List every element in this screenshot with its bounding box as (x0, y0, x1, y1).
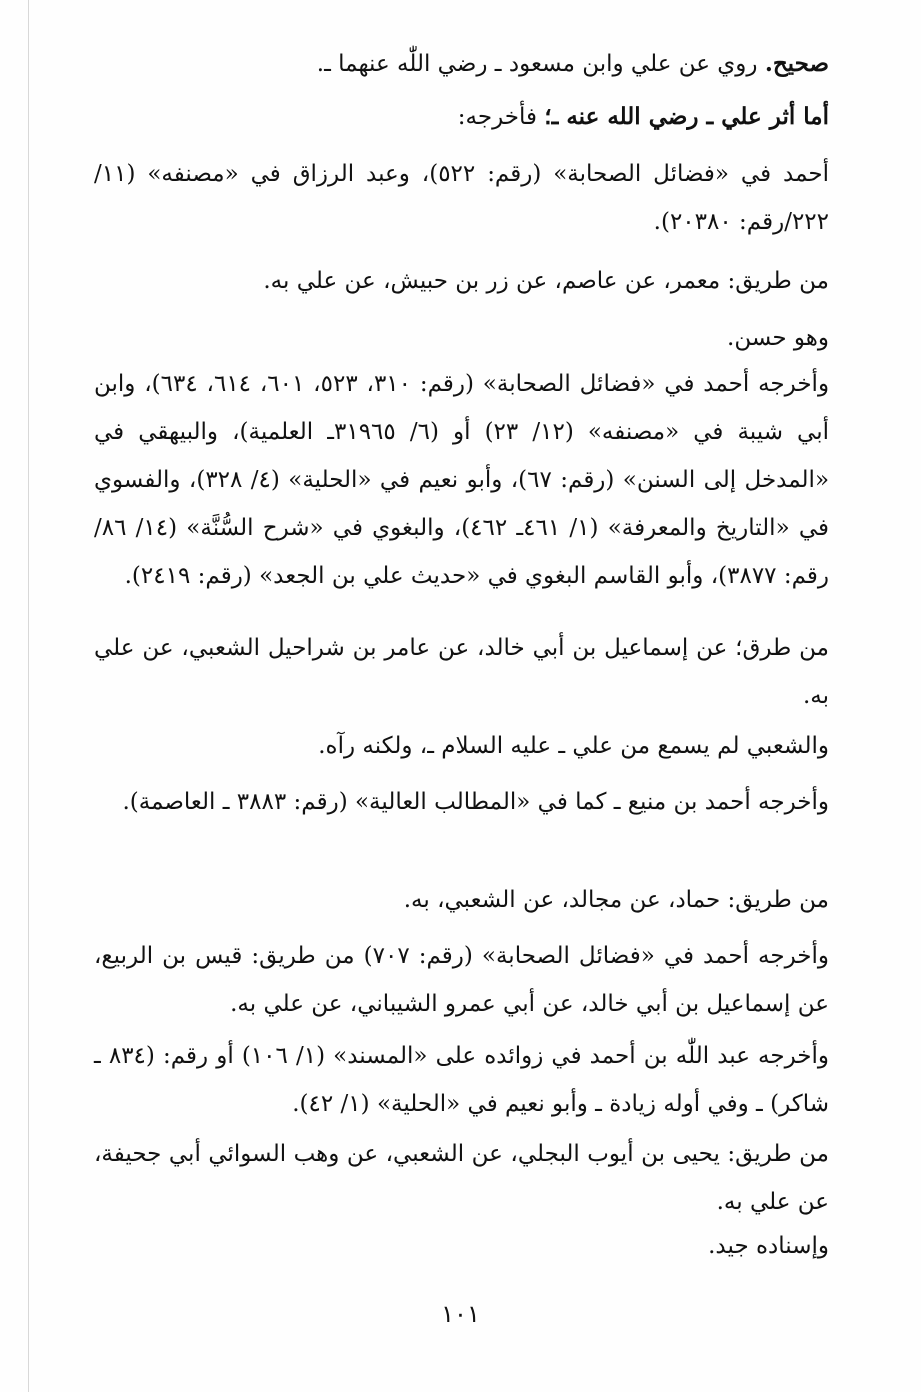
paragraph-2 (94, 93, 829, 141)
paragraph-11 (94, 932, 829, 1028)
page-edge-line (28, 0, 29, 1392)
paragraph-2-text: فأخرجه: (457, 104, 545, 130)
paragraph-4-text: من طريق: معمر، عن عاصم، عن زر بن حبيش، عن علي به. (263, 268, 829, 294)
paragraph-7-text: من طرق؛ عن إسماعيل بن أبي خالد، عن عامر بن شراحيل الشعبي، عن علي به. (94, 635, 829, 709)
paragraph-13 (94, 1130, 829, 1226)
paragraph-6 (94, 360, 829, 600)
paragraph-9-text: وأخرجه أحمد بن منيع ـ كما في «المطالب العالية» (رقم: ٣٨٨٣ ـ العاصمة). (122, 789, 829, 815)
paragraph-1-lead: صحيح. (764, 50, 829, 77)
paragraph-1 (94, 40, 829, 88)
paragraph-1-text: روي عن علي وابن مسعود ـ رضي اللّٰه عنهما ـ. (316, 51, 765, 77)
paragraph-5-text: وهو حسن. (727, 325, 829, 351)
paragraph-9 (94, 778, 829, 826)
paragraph-12 (94, 1032, 829, 1128)
paragraph-7 (94, 624, 829, 720)
paragraph-6-text: وأخرجه أحمد في «فضائل الصحابة» (رقم: ٣١٠، ٥٢٣، ٦٠١، ٦١٤، ٦٣٤)، وابن أبي شيبة في «مصنفه» (١٢/ ٢٣) أو (٦/ ٣١٩٦٥ـ العلمية)، والبيهقي في «المدخل إلى السنن» (رقم: ٦٧)، وأبو نعيم في «الحلية» (٤/ ٣٢٨)، والفسوي في «التاريخ والمعرفة» (١/ ٤٦١ـ ٤٦٢)، والبغوي في «شرح السُّنَّة» (١٤/ ٨٦/رقم: ٣٨٧٧)، وأبو القاسم البغوي في «حديث علي بن الجعد» (رقم: ٢٤١٩). (94, 371, 830, 589)
paragraph-8 (94, 722, 829, 770)
paragraph-3 (94, 150, 829, 246)
paragraph-10-text: من طريق: حماد، عن مجالد، عن الشعبي، به. (403, 887, 829, 913)
paragraph-3-text: أحمد في «فضائل الصحابة» (رقم: ٥٢٢)، وعبد الرزاق في «مصنفه» (١١/ ٢٢٢/رقم: ٢٠٣٨٠). (94, 161, 829, 235)
paragraph-5 (94, 314, 829, 362)
paragraph-14-text: وإسناده جيد. (708, 1233, 829, 1259)
paragraph-13-text: من طريق: يحيى بن أيوب البجلي، عن الشعبي، عن وهب السوائي أبي جحيفة، عن علي به. (94, 1141, 829, 1215)
paragraph-14 (94, 1222, 829, 1270)
paragraph-4 (94, 257, 829, 305)
paragraph-12-text: وأخرجه عبد اللّٰه بن أحمد في زوائده على «المسند» (١/ ١٠٦) أو رقم: (٨٣٤ ـ شاكر) ـ وفي أوله زيادة ـ وأبو نعيم في «الحلية» (١/ ٤٢). (94, 1043, 829, 1117)
paragraph-11-text: وأخرجه أحمد في «فضائل الصحابة» (رقم: ٧٠٧) من طريق: قيس بن الربيع، عن إسماعيل بن أبي خالد، عن أبي عمرو الشيباني، عن علي به. (94, 943, 829, 1017)
paragraph-8-text: والشعبي لم يسمع من علي ـ عليه السلام ـ، ولكنه رآه. (318, 733, 829, 759)
paragraph-2-lead: أما أثر علي ـ رضي الله عنه ـ؛ (544, 103, 829, 130)
page-number: ١٠١ (441, 1300, 480, 1328)
paragraph-10 (94, 876, 829, 924)
